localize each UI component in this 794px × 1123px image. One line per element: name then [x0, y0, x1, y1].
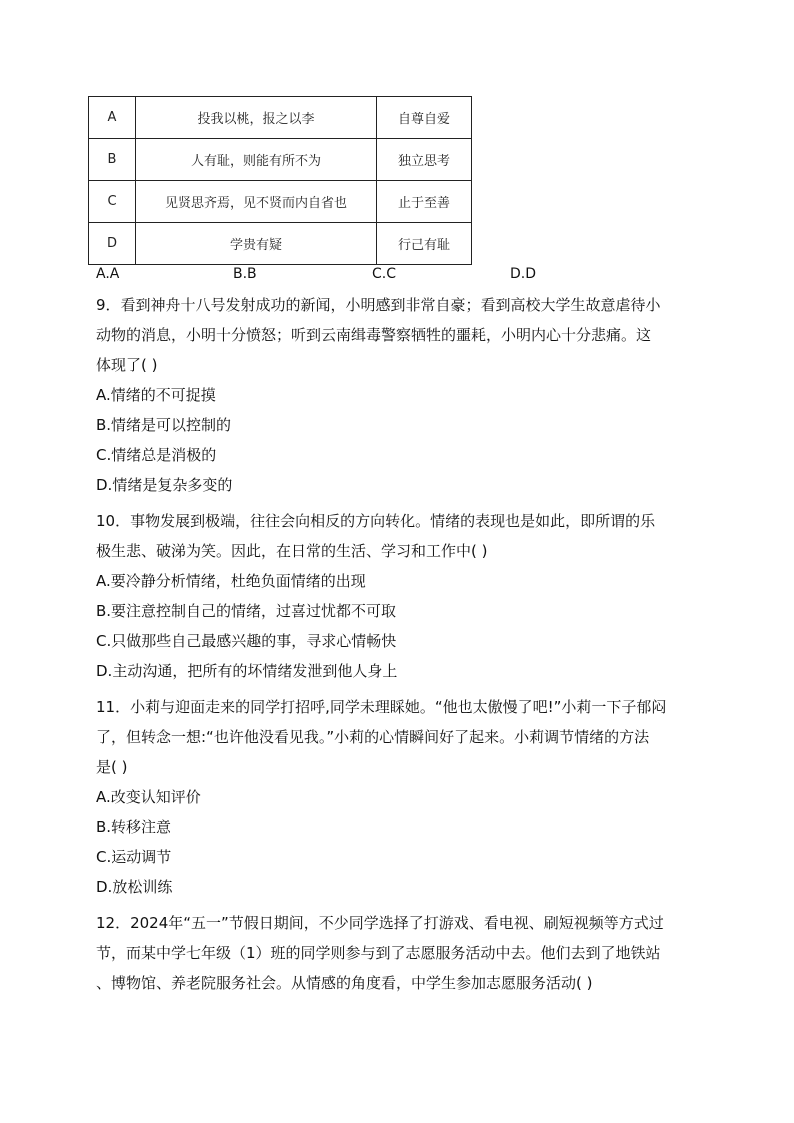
row-letter: B — [89, 139, 136, 181]
table-row — [89, 223, 472, 265]
row-quality: 独立思考 — [377, 139, 472, 181]
row-phrase: 见贤思齐焉，见不贤而内自省也 — [136, 181, 377, 223]
question-stem-line: 11．小莉与迎面走来的同学打招呼,同学未理睬她。“他也太傲慢了吧!”小莉一下子郁闷 — [96, 698, 667, 716]
matching-table — [88, 96, 472, 265]
row-quality: 止于至善 — [377, 181, 472, 223]
option-c[interactable]: C.运动调节 — [96, 848, 172, 866]
question-stem-line: 是( ) — [96, 758, 128, 776]
option-d[interactable]: D.放松训练 — [96, 878, 173, 896]
table-row — [89, 97, 472, 139]
question-10 — [96, 506, 696, 686]
row-quality: 自尊自爱 — [377, 97, 472, 139]
question-stem-line: 9．看到神舟十八号发射成功的新闻，小明感到非常自豪；看到高校大学生故意虐待小 — [96, 296, 661, 314]
question-11 — [96, 692, 696, 902]
option-c[interactable]: C.只做那些自己最感兴趣的事，寻求心情畅快 — [96, 632, 397, 650]
row-letter: A — [89, 97, 136, 139]
choice-b[interactable]: B.B — [233, 266, 257, 282]
option-b[interactable]: B.要注意控制自己的情绪，过喜过忧都不可取 — [96, 602, 397, 620]
choice-c[interactable]: C.C — [372, 266, 397, 282]
question-stem-line: 、博物馆、养老院服务社会。从情感的角度看，中学生参加志愿服务活动( ) — [96, 974, 593, 992]
question-stem-line: 12．2024年“五一”节假日期间，不少同学选择了打游戏、看电视、刷短视频等方式过 — [96, 914, 664, 932]
row-phrase: 投我以桃，报之以李 — [136, 97, 377, 139]
option-a[interactable]: A.改变认知评价 — [96, 788, 201, 806]
row-phrase: 学贵有疑 — [136, 223, 377, 265]
question-stem-line: 了，但转念一想:“也许他没看见我。”小莉的心情瞬间好了起来。小莉调节情绪的方法 — [96, 728, 650, 746]
row-phrase: 人有耻，则能有所不为 — [136, 139, 377, 181]
option-b[interactable]: B.情绪是可以控制的 — [96, 416, 232, 434]
table-row — [89, 139, 472, 181]
question-stem-line: 动物的消息，小明十分愤怒；听到云南缉毒警察牺牲的噩耗，小明内心十分悲痛。这 — [96, 326, 652, 344]
option-d[interactable]: D.情绪是复杂多变的 — [96, 476, 233, 494]
option-c[interactable]: C.情绪总是消极的 — [96, 446, 217, 464]
option-a[interactable]: A.要冷静分析情绪，杜绝负面情绪的出现 — [96, 572, 366, 590]
question-12 — [96, 908, 696, 998]
row-letter: D — [89, 223, 136, 265]
question-stem-line: 10．事物发展到极端，往往会向相反的方向转化。情绪的表现也是如此，即所谓的乐 — [96, 512, 656, 530]
choice-d[interactable]: D.D — [510, 266, 537, 282]
question-stem-line: 节，而某中学七年级（1）班的同学则参与到了志愿服务活动中去。他们去到了地铁站 — [96, 944, 661, 962]
option-a[interactable]: A.情绪的不可捉摸 — [96, 386, 216, 404]
option-b[interactable]: B.转移注意 — [96, 818, 172, 836]
question-9 — [96, 290, 696, 500]
question-stem-line: 体现了( ) — [96, 356, 158, 374]
row-quality: 行己有耻 — [377, 223, 472, 265]
table-row — [89, 181, 472, 223]
choice-a[interactable]: A.A — [96, 266, 120, 282]
row-letter: C — [89, 181, 136, 223]
question-stem-line: 极生悲、破涕为笑。因此，在日常的生活、学习和工作中( ) — [96, 542, 488, 560]
option-d[interactable]: D.主动沟通，把所有的坏情绪发泄到他人身上 — [96, 662, 398, 680]
